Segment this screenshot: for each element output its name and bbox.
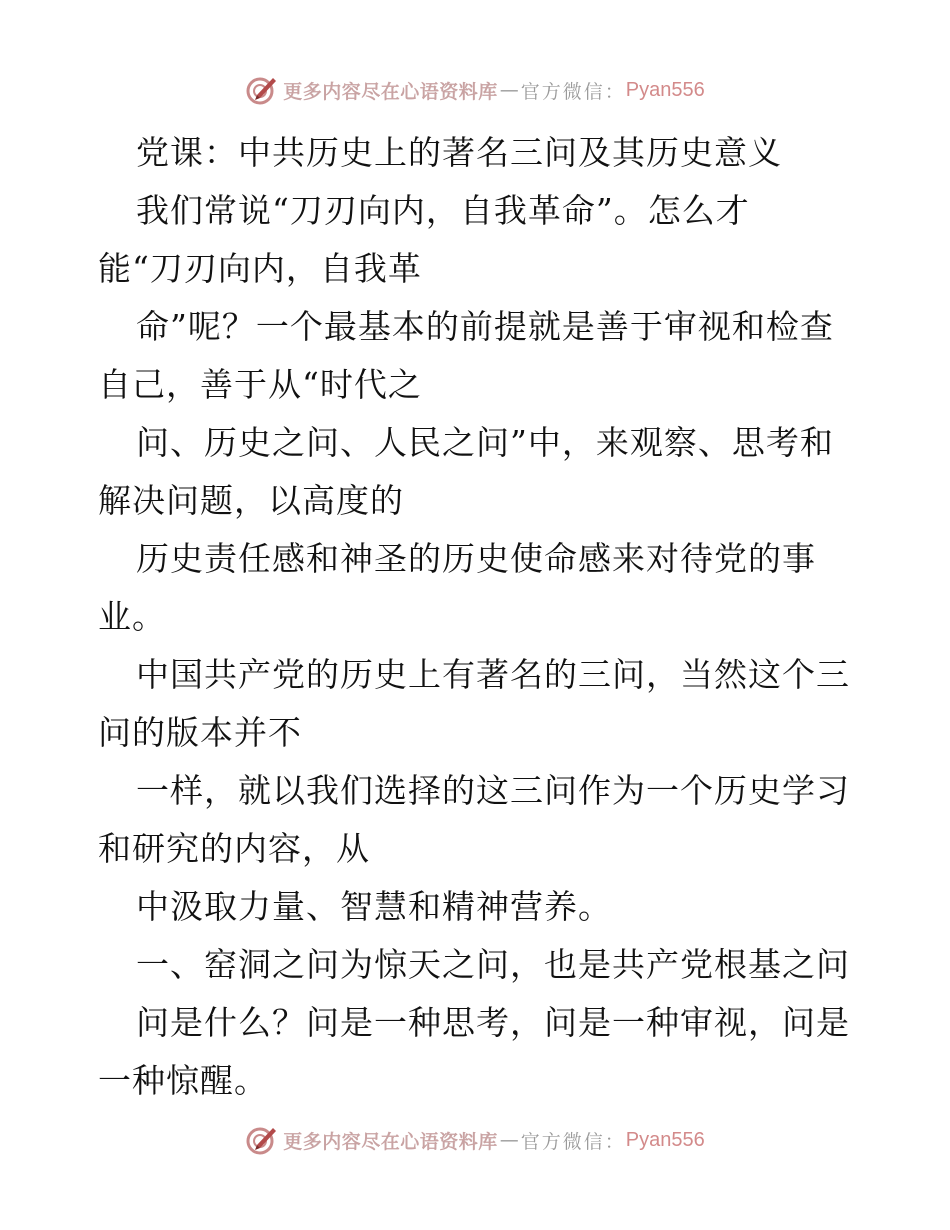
paragraph-line: 中国共产党的历史上有著名的三问，当然这个三 xyxy=(136,655,850,694)
header-watermark xyxy=(0,70,950,110)
paragraph-line: 一样，就以我们选择的这三问作为一个历史学习 xyxy=(136,771,850,810)
banner-separator: — xyxy=(499,1129,519,1151)
site-name: 更多内容尽在心语资料库 xyxy=(283,1130,498,1153)
document-body xyxy=(98,124,858,1110)
paragraph-line: 历史责任感和神圣的历史使命感来对待党的事 xyxy=(136,539,816,578)
paragraph-line: 能“刀刃向内，自我革 xyxy=(98,249,422,288)
paragraph-line: 解决问题，以高度的 xyxy=(98,481,404,520)
section-heading: 一、窑洞之问为惊天之问，也是共产党根基之问 xyxy=(136,945,850,984)
paragraph-line: 中汲取力量、智慧和精神营养。 xyxy=(136,887,612,926)
site-name: 更多内容尽在心语资料库 xyxy=(283,80,498,103)
paragraph-line: 自己，善于从“时代之 xyxy=(98,365,422,404)
paragraph-line: 业。 xyxy=(98,597,166,636)
wechat-id: Pyan556 xyxy=(625,78,705,101)
footer-watermark xyxy=(0,1120,950,1160)
banner-separator: — xyxy=(499,79,519,101)
document-title: 党课：中共历史上的著名三问及其历史意义 xyxy=(136,133,782,172)
pen-logo-icon xyxy=(245,73,279,107)
paragraph-line: 问的版本并不 xyxy=(98,713,302,752)
wechat-id: Pyan556 xyxy=(625,1128,705,1151)
paragraph-line: 问、历史之问、人民之问”中，来观察、思考和 xyxy=(136,423,834,462)
wechat-label: 官方微信： xyxy=(520,1130,626,1153)
paragraph-line: 一种惊醒。 xyxy=(98,1061,268,1100)
paragraph-line: 命”呢？一个最基本的前提就是善于审视和检查 xyxy=(136,307,834,346)
paragraph-line: 我们常说“刀刃向内，自我革命”。怎么才 xyxy=(136,191,750,230)
wechat-label: 官方微信： xyxy=(520,80,626,103)
pen-logo-icon xyxy=(245,1123,279,1157)
paragraph-line: 和研究的内容，从 xyxy=(98,829,370,868)
paragraph-line: 问是什么？问是一种思考，问是一种审视，问是 xyxy=(136,1003,850,1042)
